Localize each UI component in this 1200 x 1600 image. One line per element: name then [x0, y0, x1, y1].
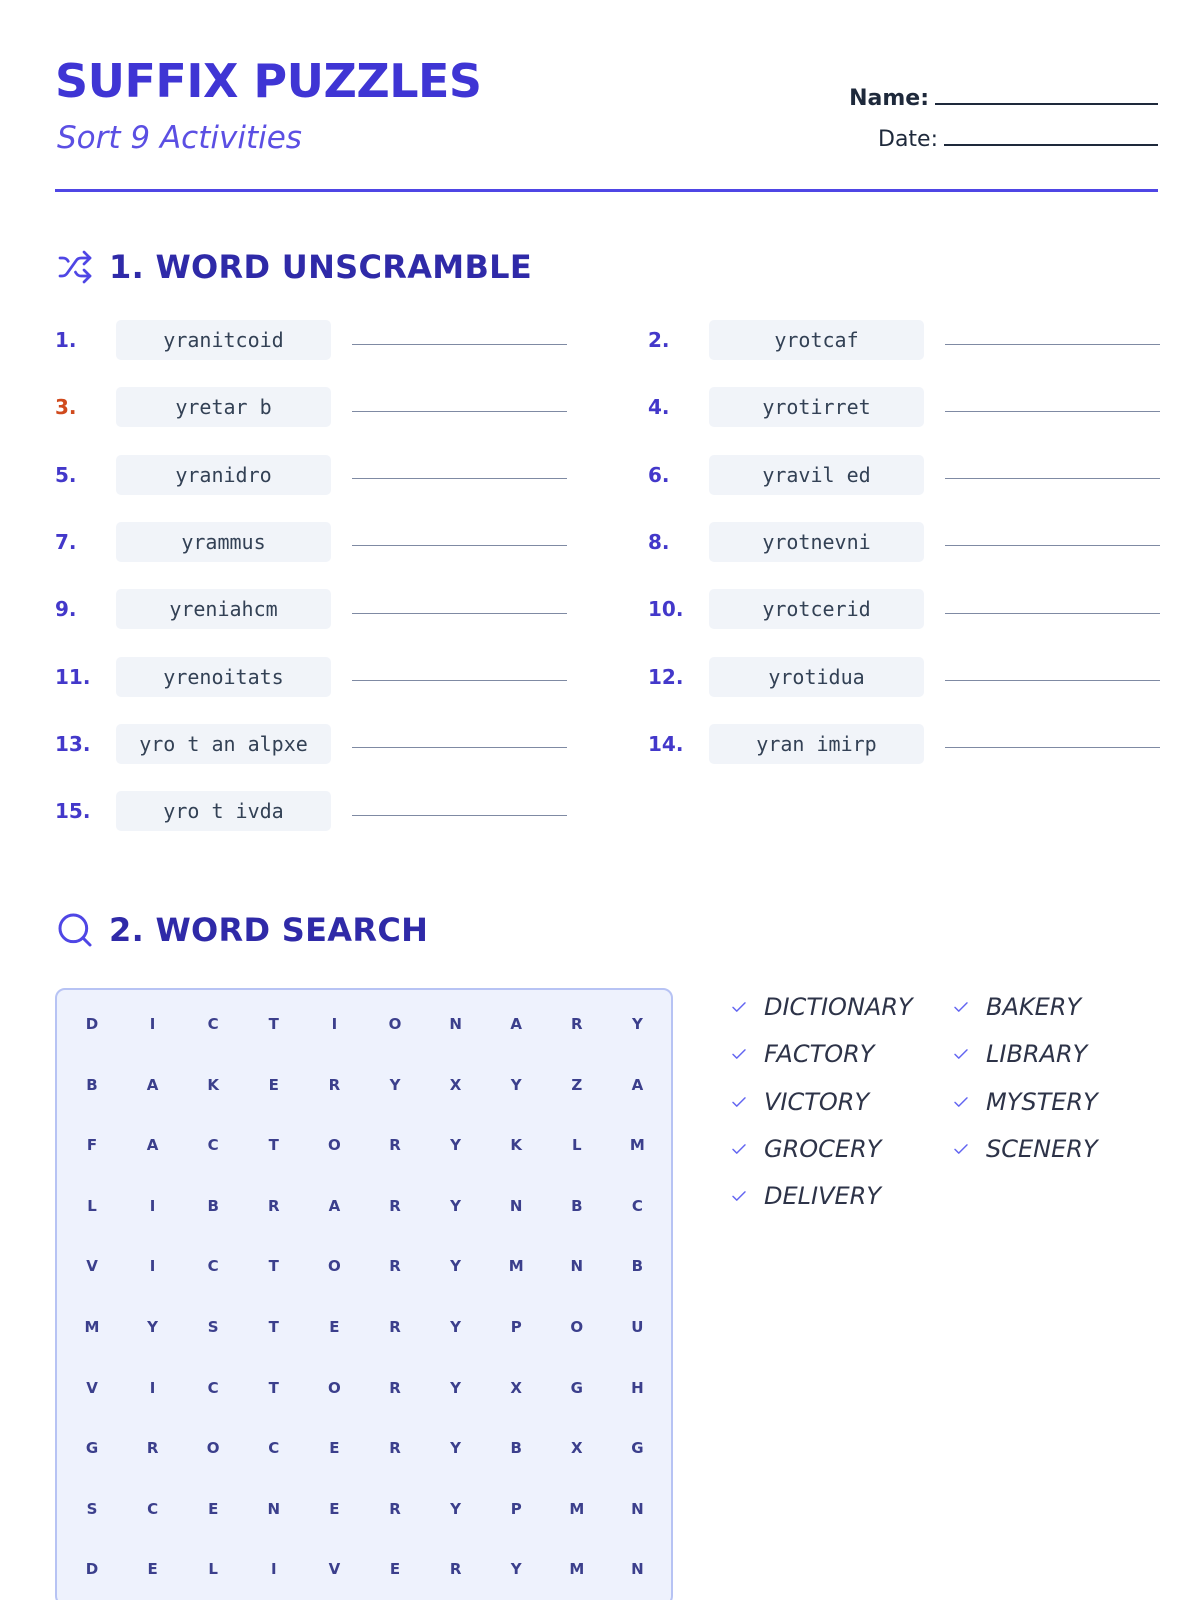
grid-letter[interactable]: M	[84, 1318, 100, 1336]
grid-letter[interactable]: O	[388, 1015, 402, 1033]
grid-letter[interactable]: N	[570, 1257, 584, 1276]
unscramble-item	[55, 387, 567, 427]
grid-letter[interactable]: Y	[450, 1318, 462, 1336]
grid-letter[interactable]: M	[508, 1257, 524, 1276]
grid-letter[interactable]: Y	[450, 1499, 462, 1518]
check-icon	[730, 998, 748, 1016]
grid-letter[interactable]: L	[572, 1136, 582, 1155]
grid-letter[interactable]: E	[329, 1439, 340, 1458]
grid-letter[interactable]: M	[569, 1499, 585, 1518]
grid-letter[interactable]: Y	[631, 1015, 643, 1033]
name-label: Name:	[849, 86, 929, 111]
item-number: 10.	[648, 597, 684, 622]
answer-line[interactable]	[352, 344, 567, 345]
grid-letter[interactable]: C	[207, 1378, 219, 1397]
grid-letter[interactable]: B	[86, 1075, 98, 1094]
name-field[interactable]	[849, 70, 1158, 111]
check-icon	[952, 1140, 970, 1158]
grid-letter[interactable]: K	[207, 1075, 219, 1094]
grid-letter[interactable]: Y	[450, 1196, 462, 1215]
answer-line[interactable]	[352, 680, 567, 681]
grid-letter[interactable]: D	[85, 1560, 99, 1579]
grid-letter[interactable]: O	[570, 1318, 584, 1336]
unscramble-item	[55, 455, 567, 495]
grid-letter[interactable]: R	[389, 1257, 401, 1276]
grid-letter[interactable]: L	[208, 1560, 218, 1579]
grid-letter[interactable]: P	[510, 1318, 522, 1336]
grid-letter[interactable]: P	[510, 1499, 522, 1518]
item-number: 1.	[55, 328, 77, 352]
item-number: 3.	[55, 395, 77, 420]
word-search-section-title	[55, 910, 428, 950]
grid-letter[interactable]: Y	[389, 1075, 401, 1094]
date-field[interactable]	[849, 111, 1158, 152]
item-number: 11.	[55, 664, 91, 689]
word-list-label: DELIVERY	[764, 1182, 882, 1211]
grid-letter[interactable]: B	[510, 1439, 522, 1458]
name-date-fields	[849, 70, 1158, 152]
item-number: 12.	[648, 664, 684, 689]
grid-letter[interactable]: R	[389, 1318, 401, 1336]
unscramble-item	[55, 589, 567, 629]
unscramble-item	[55, 522, 567, 562]
item-number: 8.	[648, 529, 670, 554]
word-list-item	[730, 1082, 869, 1122]
grid-letter[interactable]: O	[328, 1378, 341, 1397]
unscramble-item	[648, 387, 1160, 427]
grid-letter[interactable]: Y	[147, 1318, 159, 1336]
grid-letter[interactable]: R	[146, 1439, 159, 1458]
unscramble-item	[55, 791, 567, 831]
grid-letter[interactable]: A	[328, 1196, 341, 1215]
item-number: 4.	[648, 395, 670, 420]
grid-letter[interactable]: R	[389, 1378, 401, 1397]
check-icon	[730, 1140, 748, 1158]
grid-letter[interactable]: T	[268, 1257, 279, 1276]
grid-letter[interactable]: E	[268, 1075, 279, 1094]
name-line[interactable]	[935, 103, 1158, 105]
grid-letter[interactable]: C	[631, 1196, 643, 1215]
scrambled-word: yro t an alpxe	[116, 724, 331, 764]
grid-letter[interactable]: N	[631, 1560, 644, 1579]
grid-letter[interactable]: X	[510, 1378, 522, 1397]
scrambled-word: yravil ed	[709, 455, 924, 495]
search-icon	[55, 910, 95, 950]
word-list-label: VICTORY	[764, 1087, 870, 1116]
scrambled-word: yro t ivda	[116, 791, 331, 831]
unscramble-heading: 1. WORD UNSCRAMBLE	[109, 248, 532, 286]
answer-line[interactable]	[352, 815, 567, 816]
grid-letter[interactable]: V	[86, 1378, 98, 1397]
scrambled-word: yrammus	[116, 522, 331, 562]
answer-line[interactable]	[352, 747, 567, 748]
grid-letter[interactable]: A	[146, 1136, 159, 1155]
item-number: 9.	[55, 597, 77, 622]
word-list-label: LIBRARY	[986, 1040, 1088, 1069]
grid-letter[interactable]: T	[268, 1015, 279, 1033]
word-list-label: DICTIONARY	[764, 993, 913, 1021]
word-list-item	[730, 1129, 881, 1169]
grid-letter[interactable]: L	[87, 1196, 97, 1215]
grid-letter[interactable]: F	[86, 1136, 98, 1155]
item-number: 2.	[648, 328, 670, 352]
grid-letter[interactable]: K	[510, 1136, 522, 1155]
grid-letter[interactable]: G	[631, 1439, 644, 1458]
answer-line[interactable]	[945, 411, 1160, 412]
grid-letter[interactable]: N	[267, 1499, 281, 1518]
word-list-label: MYSTERY	[986, 1087, 1098, 1116]
scrambled-word: yrotirret	[709, 387, 924, 427]
unscramble-item	[648, 657, 1160, 697]
answer-line[interactable]	[352, 545, 567, 546]
unscramble-section-title	[55, 248, 532, 286]
grid-letter[interactable]: O	[328, 1257, 341, 1276]
grid-letter[interactable]: E	[329, 1499, 340, 1518]
grid-letter[interactable]: C	[207, 1015, 219, 1033]
item-number: 6.	[648, 462, 670, 487]
grid-letter[interactable]: Z	[571, 1075, 583, 1094]
grid-letter[interactable]: C	[268, 1439, 280, 1458]
unscramble-item	[648, 320, 1160, 360]
grid-letter[interactable]: N	[631, 1499, 644, 1518]
worksheet-header	[55, 52, 1158, 192]
scrambled-word: yranidro	[116, 455, 331, 495]
grid-letter[interactable]: U	[631, 1318, 644, 1336]
grid-letter[interactable]: I	[149, 1257, 156, 1276]
grid-letter[interactable]: Y	[450, 1136, 462, 1155]
grid-letter[interactable]: R	[389, 1136, 401, 1155]
unscramble-item	[55, 724, 567, 764]
grid-letter[interactable]: C	[147, 1499, 159, 1518]
grid-letter[interactable]: I	[149, 1015, 156, 1033]
answer-line[interactable]	[945, 680, 1160, 681]
answer-line[interactable]	[352, 613, 567, 614]
grid-letter[interactable]: T	[268, 1378, 279, 1397]
grid-letter[interactable]: C	[207, 1257, 219, 1276]
answer-line[interactable]	[945, 545, 1160, 546]
scrambled-word: yrotcerid	[709, 589, 924, 629]
grid-letter[interactable]: Y	[450, 1257, 462, 1276]
grid-letter[interactable]: I	[149, 1378, 156, 1397]
word-list-label: SCENERY	[986, 1134, 1098, 1163]
answer-line[interactable]	[945, 613, 1160, 614]
grid-letter[interactable]: V	[328, 1560, 341, 1579]
grid-letter[interactable]: I	[271, 1560, 277, 1579]
check-icon	[730, 1045, 748, 1063]
word-list-item	[730, 1034, 874, 1074]
grid-letter[interactable]: Y	[450, 1439, 462, 1458]
grid-letter[interactable]: G	[570, 1378, 583, 1397]
grid-letter[interactable]: T	[268, 1136, 279, 1155]
item-number: 14.	[648, 731, 684, 756]
grid-letter[interactable]: A	[631, 1075, 644, 1094]
grid-letter[interactable]: X	[571, 1439, 583, 1458]
grid-letter[interactable]: M	[629, 1136, 645, 1155]
grid-letter[interactable]: V	[86, 1257, 98, 1276]
grid-letter[interactable]: E	[208, 1499, 219, 1518]
grid-letter[interactable]: B	[631, 1257, 644, 1276]
shuffle-icon	[55, 249, 95, 285]
grid-letter[interactable]: I	[331, 1015, 338, 1033]
grid-letter[interactable]: R	[449, 1560, 462, 1579]
word-list-label: GROCERY	[764, 1134, 882, 1163]
grid-letter[interactable]: N	[449, 1015, 462, 1033]
grid-letter[interactable]: R	[571, 1015, 583, 1033]
check-icon	[952, 1093, 970, 1111]
grid-letter[interactable]: Y	[510, 1560, 522, 1579]
grid-letter[interactable]: X	[449, 1075, 462, 1094]
grid-letter[interactable]: A	[510, 1015, 522, 1033]
answer-line[interactable]	[945, 747, 1160, 748]
scrambled-word: yretar b	[116, 387, 331, 427]
unscramble-item	[55, 657, 567, 697]
check-icon	[952, 1045, 970, 1063]
scrambled-word: yran imirp	[709, 724, 924, 764]
grid-letter[interactable]: C	[207, 1136, 219, 1155]
grid-letter[interactable]: R	[268, 1196, 280, 1215]
unscramble-item	[648, 589, 1160, 629]
word-list-label: FACTORY	[764, 1040, 875, 1069]
answer-line[interactable]	[945, 478, 1160, 479]
grid-letter[interactable]: E	[147, 1560, 158, 1579]
item-number: 15.	[55, 799, 91, 824]
grid-letter[interactable]: G	[85, 1439, 99, 1458]
scrambled-word: yrenoitats	[116, 657, 331, 697]
answer-line[interactable]	[945, 344, 1160, 345]
grid-letter[interactable]: R	[389, 1196, 401, 1215]
grid-letter[interactable]: R	[389, 1439, 401, 1458]
word-list-item	[952, 987, 1081, 1027]
grid-letter[interactable]: Y	[510, 1075, 522, 1094]
grid-letter[interactable]: Y	[450, 1378, 462, 1397]
unscramble-item	[648, 522, 1160, 562]
grid-letter[interactable]: T	[268, 1318, 279, 1336]
date-line[interactable]	[944, 144, 1158, 146]
word-search-heading: 2. WORD SEARCH	[109, 911, 429, 949]
unscramble-item	[55, 320, 567, 360]
grid-letter[interactable]: R	[389, 1499, 401, 1518]
word-list-item	[952, 1082, 1098, 1122]
date-label: Date:	[878, 127, 938, 152]
grid-letter[interactable]: R	[328, 1075, 341, 1094]
item-number: 13.	[55, 731, 91, 756]
word-search-grid	[55, 988, 673, 1600]
grid-letter[interactable]: B	[571, 1196, 583, 1215]
grid-letter[interactable]: I	[149, 1196, 156, 1215]
grid-letter[interactable]: O	[328, 1136, 341, 1155]
word-list-item	[952, 1034, 1087, 1074]
word-list-item	[730, 1176, 881, 1216]
grid-letter[interactable]: E	[329, 1318, 340, 1336]
grid-letter[interactable]: O	[206, 1439, 220, 1458]
grid-letter[interactable]: A	[146, 1075, 159, 1094]
grid-letter[interactable]: N	[509, 1196, 523, 1215]
answer-line[interactable]	[352, 478, 567, 479]
word-list-label: BAKERY	[986, 993, 1082, 1021]
page-subtitle: Sort 9 Activities	[57, 120, 302, 156]
scrambled-word: yreniahcm	[116, 589, 331, 629]
grid-letter[interactable]: S	[207, 1318, 219, 1336]
grid-letter[interactable]: S	[86, 1499, 98, 1518]
grid-letter[interactable]: D	[85, 1015, 99, 1033]
check-icon	[730, 1187, 748, 1205]
scrambled-word: yranitcoid	[116, 320, 331, 360]
check-icon	[952, 998, 970, 1016]
grid-letter[interactable]: B	[207, 1196, 219, 1215]
scrambled-word: yrotnevni	[709, 522, 924, 562]
word-list-item	[952, 1129, 1098, 1169]
page-title: SUFFIX PUZZLES	[55, 54, 482, 108]
check-icon	[730, 1093, 748, 1111]
item-number: 5.	[55, 462, 77, 487]
answer-line[interactable]	[352, 411, 567, 412]
unscramble-item	[648, 455, 1160, 495]
grid-letter[interactable]: H	[631, 1378, 644, 1397]
grid-letter[interactable]: E	[389, 1560, 401, 1579]
item-number: 7.	[55, 529, 77, 554]
scrambled-word: yrotcaf	[709, 320, 924, 360]
unscramble-item	[648, 724, 1160, 764]
grid-letter[interactable]: M	[569, 1560, 585, 1579]
scrambled-word: yrotidua	[709, 657, 924, 697]
word-list-item	[730, 987, 913, 1027]
